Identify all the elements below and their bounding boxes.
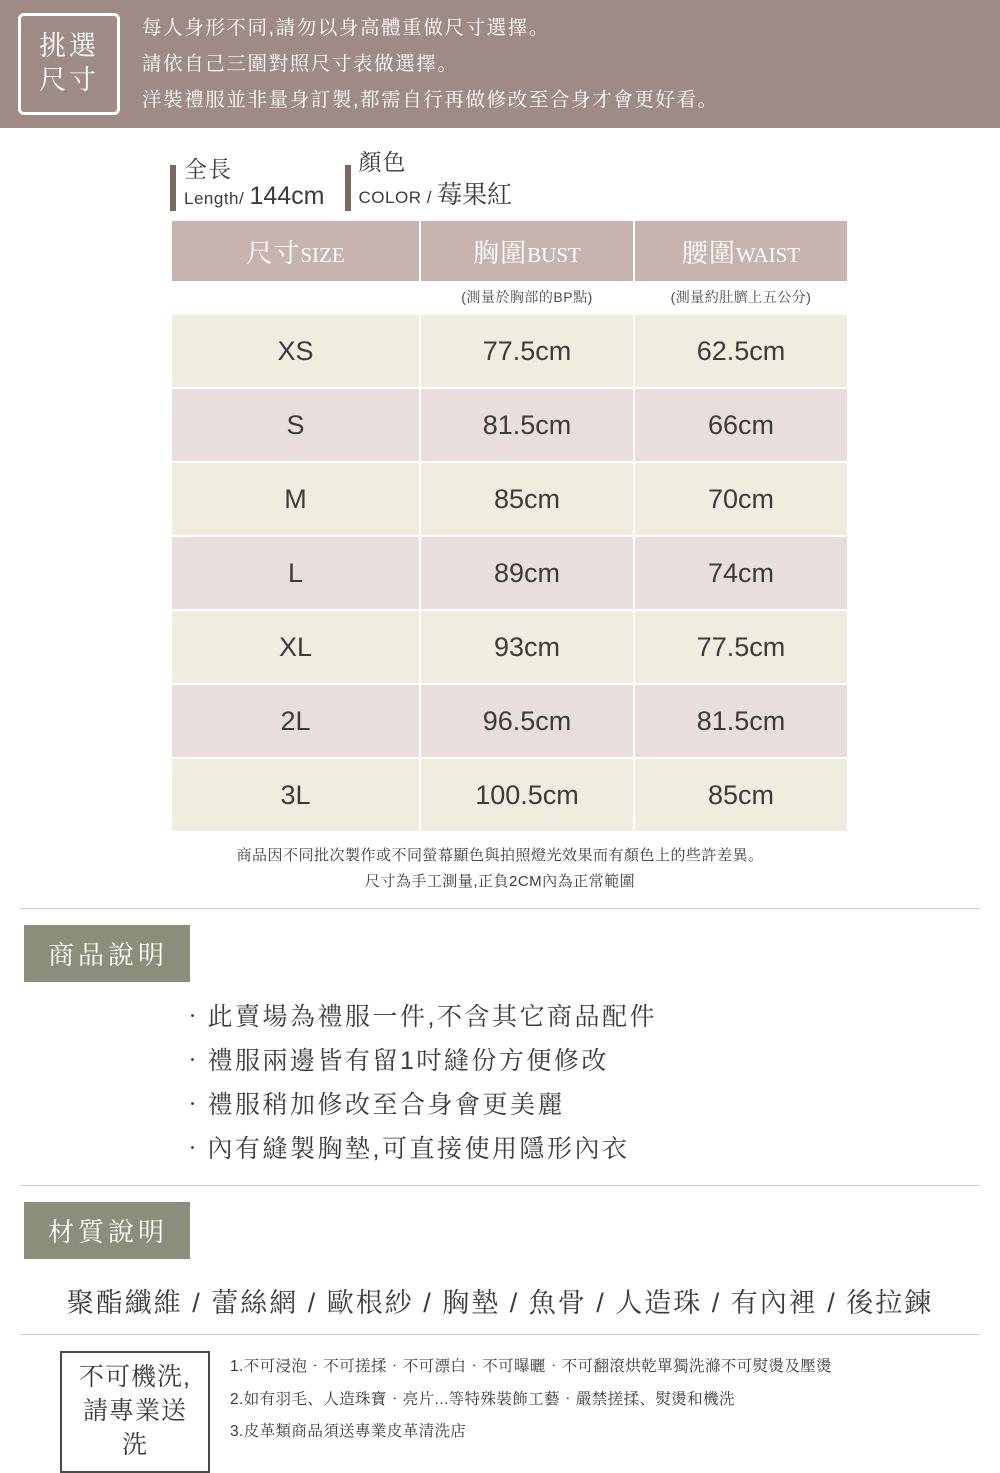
size-guide-notes: [142, 10, 719, 118]
badge-line-1: 挑選: [39, 31, 99, 62]
size-table-header-row: [171, 220, 848, 282]
list-item: 1.不可浸泡‧不可搓揉‧不可漂白‧不可曝曬‧不可翻滾烘乾單獨洗滌不可熨燙及壓燙: [230, 1358, 833, 1376]
table-row: [171, 610, 848, 684]
care-badge-line-1: 不可機洗,: [79, 1363, 191, 1392]
row-waist: 66cm: [634, 388, 848, 462]
row-waist: 70cm: [634, 462, 848, 536]
header-size: [171, 220, 420, 282]
subnote-size: [171, 282, 420, 314]
list-item: 3.皮革類商品須送專業皮革清洗店: [230, 1423, 467, 1441]
row-waist: 81.5cm: [634, 684, 848, 758]
list-item: ‧內有縫製胸墊,可直接使用隱形內衣: [180, 1134, 630, 1163]
list-item: 2.如有羽毛、人造珠寶‧亮片...等特殊裝飾工藝‧嚴禁搓揉、熨燙和機洗: [230, 1390, 735, 1408]
header-waist-cjk: 腰圍: [681, 237, 736, 268]
care-instructions: [60, 1351, 1000, 1472]
table-row: [171, 388, 848, 462]
row-size: 3L: [171, 758, 420, 832]
row-waist: 85cm: [634, 758, 848, 832]
table-row: [171, 536, 848, 610]
header-size-cjk: 尺寸: [246, 237, 301, 268]
size-table-body: [171, 314, 848, 832]
length-label: 全長: [184, 156, 232, 182]
product-description-heading: 商品說明: [24, 925, 190, 982]
subnote-waist: (測量約肚臍上五公分): [670, 289, 812, 306]
table-row: [171, 684, 848, 758]
table-row: [171, 462, 848, 536]
divider-material: [20, 1185, 980, 1186]
care-badge-line-2: 請專業送洗: [82, 1397, 187, 1459]
table-row: [171, 758, 848, 832]
size-guide-note-1: 每人身形不同,請勿以身高體重做尺寸選擇。: [142, 16, 550, 39]
row-size: XL: [171, 610, 420, 684]
row-bust: 100.5cm: [420, 758, 634, 832]
row-bust: 81.5cm: [420, 388, 634, 462]
length-value-row: [184, 182, 325, 211]
material-line: 聚酯纖維 / 蕾絲網 / 歐根紗 / 胸墊 / 魚骨 / 人造珠 / 有內裡 / 後拉鍊: [66, 1288, 934, 1319]
size-table-wrapper: [170, 219, 835, 833]
length-sublabel: Length/: [184, 189, 245, 209]
size-guide-note-3: 洋裝禮服並非量身訂製,都需自行再做修改至合身才會更好看。: [142, 89, 719, 112]
divider-product-desc: [20, 908, 980, 909]
header-waist-latin: WAIST: [735, 242, 801, 267]
row-size: S: [171, 388, 420, 462]
divider-care: [20, 1334, 980, 1335]
care-list: [230, 1351, 832, 1449]
table-row: [171, 314, 848, 388]
row-bust: 85cm: [420, 462, 634, 536]
color-label: 顏色: [358, 149, 407, 175]
header-bust-cjk: 胸圍: [473, 237, 528, 268]
row-size: XS: [171, 314, 420, 388]
length-accent-bar: [170, 165, 176, 211]
size-guide-banner: [0, 0, 1000, 128]
size-table-footnotes: [0, 843, 1000, 894]
header-waist: [634, 220, 848, 282]
size-table-subnote-row: [171, 282, 848, 314]
header-bust: [420, 220, 634, 282]
material-heading: 材質說明: [24, 1202, 190, 1259]
footnote-1: 商品因不同批次製作或不同螢幕顯色與拍照燈光效果而有顏色上的些許差異。: [236, 847, 764, 865]
list-item: ‧禮服稍加修改至合身會更美麗: [180, 1090, 566, 1119]
length-value: 144cm: [249, 182, 325, 211]
row-size: 2L: [171, 684, 420, 758]
row-bust: 89cm: [420, 536, 634, 610]
color-accent-bar: [345, 165, 351, 211]
badge-line-2: 尺寸: [39, 65, 99, 95]
list-item: ‧禮服兩邊皆有留1吋縫份方便修改: [180, 1047, 609, 1076]
footnote-2: 尺寸為手工測量,正負2CM內為正常範圍: [364, 872, 636, 890]
care-badge: [60, 1351, 210, 1472]
row-bust: 77.5cm: [420, 314, 634, 388]
color-value-row: [359, 175, 513, 211]
row-waist: 77.5cm: [634, 610, 848, 684]
row-size: M: [171, 462, 420, 536]
size-table: [170, 219, 849, 833]
row-bust: 93cm: [420, 610, 634, 684]
row-bust: 96.5cm: [420, 684, 634, 758]
product-description-list: [180, 996, 1000, 1171]
row-waist: 62.5cm: [634, 314, 848, 388]
size-guide-note-2: 請依自己三圍對照尺寸表做選擇。: [142, 52, 459, 75]
list-item: ‧此賣場為禮服一件,不含其它商品配件: [180, 1003, 657, 1032]
header-bust-latin: BUST: [527, 242, 581, 267]
row-waist: 74cm: [634, 536, 848, 610]
header-size-latin: SIZE: [300, 242, 345, 267]
color-sublabel: COLOR /: [358, 188, 432, 208]
size-guide-badge: [18, 13, 120, 115]
color-value: 莓果紅: [437, 181, 513, 210]
color-spec: [345, 150, 513, 211]
row-size: L: [171, 536, 420, 610]
length-spec: [170, 157, 325, 211]
subnote-bust: (測量於胸部的BP點): [461, 289, 593, 306]
spec-summary: [170, 150, 1000, 211]
